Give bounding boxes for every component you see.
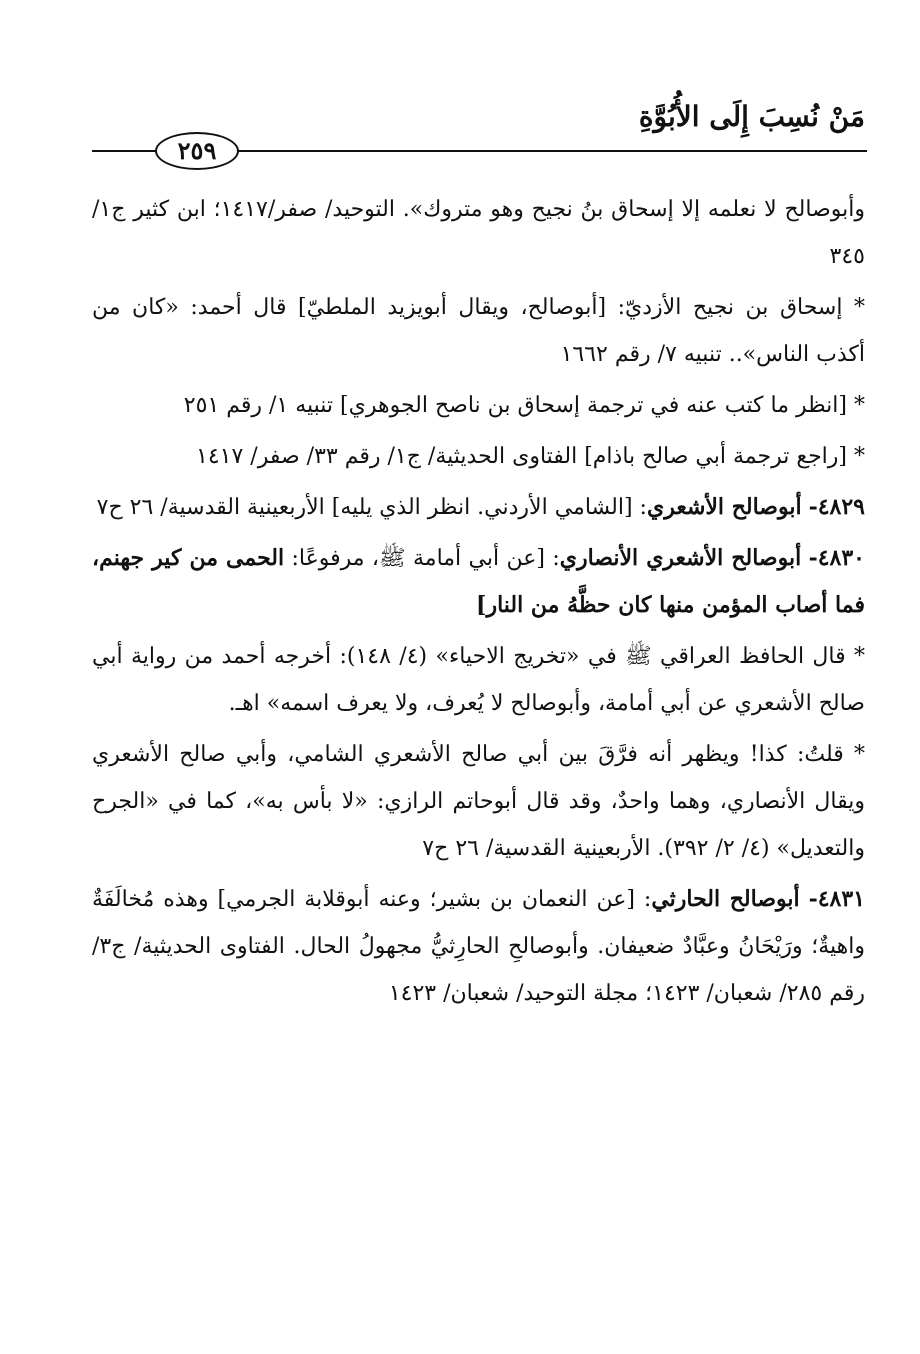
running-header-title: مَنْ نُسِبَ إِلَى الأُبُوَّةِ [638, 100, 865, 133]
paragraph: * [راجع ترجمة أبي صالح باذام] الفتاوى الحديثية/ ج١/ رقم ٣٣/ صفر/ ١٤١٧ [196, 444, 865, 469]
entry-body: : [الشامي الأردني. انظر الذي يليه] الأربعينية القدسية/ ٢٦ ح٧ [96, 495, 647, 520]
entry-4830 [92, 535, 865, 629]
paragraph: وأبوصالح لا نعلمه إلا إسحاق بنُ نجيح وهو متروك». التوحيد/ صفر/١٤١٧؛ ابن كثير ج١/ ٣٤٥ [92, 197, 865, 269]
entry-body: : [عن النعمان بن بشير؛ وعنه أبوقلابة الجرمي] وهذه مُخالَفَةٌ واهيةٌ؛ ورَيْحَانُ وعبَّادٌ ضعيفان. وأبوصالحِ الحارِثيُّ مجهولُ الحال. الفتاوى الحديثية/ ج٣/ رقم ٢٨٥/ شعبان/ ١٤٢٣؛ مجلة التوحيد/ شعبان/ ١٤٢٣ [92, 887, 865, 1006]
entry-4829 [92, 484, 865, 531]
entry-number: ٤٨٣١- [808, 886, 865, 912]
entry-name: أبوصالح الأشعري الأنصاري [559, 545, 802, 571]
entry-name: أبوصالح الأشعري [646, 494, 802, 520]
entry-name: أبوصالح الحارثي [651, 886, 800, 912]
paragraph: * إسحاق بن نجيح الأزديّ: [أبوصالح، ويقال أبويزيد الملطيّ] قال أحمد: «كان من أكذب الناس».. تنبيه ٧/ رقم ١٦٦٢ [92, 295, 865, 367]
entry-body: : [عن أبي أمامة ﷺ، مرفوعًا: [284, 546, 560, 571]
page-number: ٢٥٩ [155, 132, 239, 170]
paragraph: * قال الحافظ العراقي ﷺ في «تخريج الاحياء» (٤/ ١٤٨): أخرجه أحمد من رواية أبي صالح الأشعري عن أبي أمامة، وأبوصالح لا يُعرف، ولا يعرف اسمه» اهـ. [92, 644, 866, 716]
entry-number: ٤٨٢٩- [808, 494, 865, 520]
page-body [92, 186, 865, 1021]
entry-number: ٤٨٣٠- [808, 545, 865, 571]
hadith-text: الحمى من كير جهنم، فما أصاب المؤمن منها كان حظَّهُ من النار] [92, 545, 865, 618]
paragraph: * [انظر ما كتب عنه في ترجمة إسحاق بن ناصح الجوهري] تنبيه ١/ رقم ٢٥١ [183, 393, 865, 418]
paragraph: * قلتُ: كذا! ويظهر أنه فرَّقَ بين أبي صالح الأشعري الشامي، وأبي صالح الأشعري ويقال الأنصاري، وهما واحدٌ، وقد قال أبوحاتم الرازي: «لا بأس به»، كما في «الجرح والتعديل» (٤/ ٢/ ٣٩٢). الأربعينية القدسية/ ٢٦ ح٧ [92, 742, 865, 861]
entry-4831 [92, 876, 865, 1017]
